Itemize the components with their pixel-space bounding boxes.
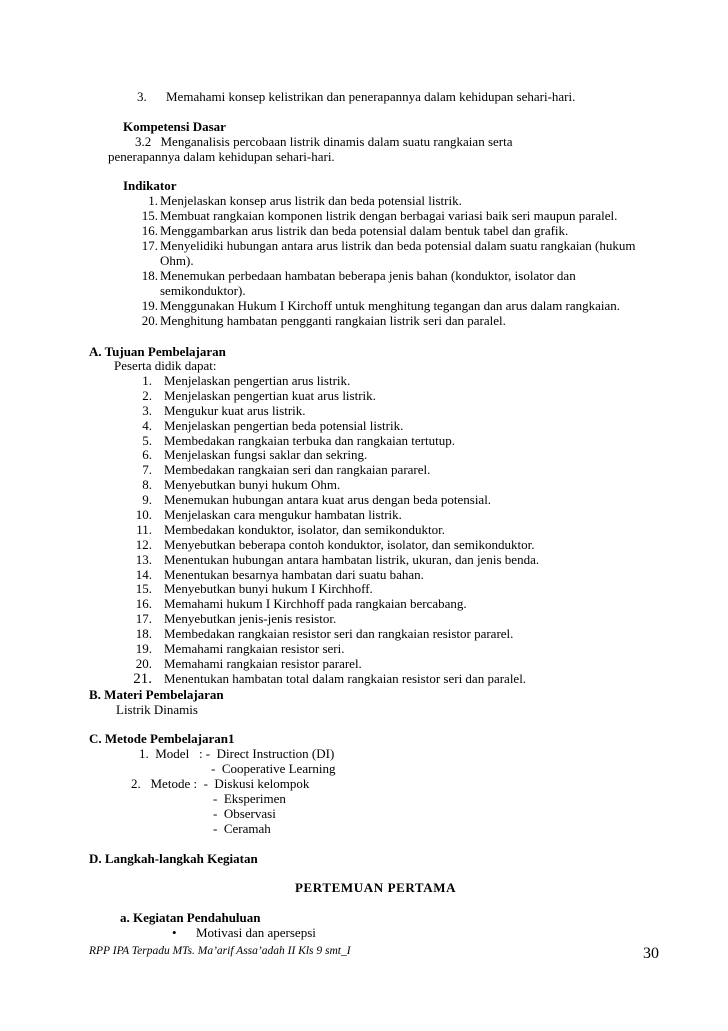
item-number: 19.	[141, 298, 158, 313]
item-text: Menghitung hambatan pengganti rangkaian listrik seri dan paralel.	[160, 313, 506, 328]
item-number: 19.	[135, 641, 152, 657]
tujuan-intro: Peserta didik dapat:	[114, 358, 217, 373]
item-text: Menjelaskan konsep arus listrik dan beda potensial listrik.	[160, 193, 462, 208]
objective-item-3	[137, 89, 575, 104]
tujuan-item	[130, 418, 539, 433]
tujuan-item	[130, 641, 539, 656]
tujuan-item	[130, 537, 539, 552]
langkah-heading: D. Langkah-langkah Kegiatan	[89, 851, 258, 866]
item-text: Menentukan hubungan antara hambatan listrik, ukuran, dan jenis benda.	[164, 551, 540, 567]
item-text: Menjelaskan pengertian arus listrik.	[164, 373, 351, 388]
indikator-heading: Indikator	[123, 178, 177, 193]
bullet-text: Motivasi dan apersepsi	[196, 925, 316, 940]
metode-heading: C. Metode Pembelajaran1	[89, 731, 235, 746]
indikator-item	[130, 208, 635, 223]
pertemuan-title: PERTEMUAN PERTAMA	[295, 880, 457, 895]
bullet-icon: •	[172, 925, 177, 940]
item-text: Menggunakan Hukum I Kirchoff untuk menghitung tegangan dan arus dalam rangkaian.	[160, 298, 621, 313]
tujuan-item	[130, 462, 539, 477]
item-text: Menggambarkan arus listrik dan beda potensial dalam bentuk tabel dan grafik.	[160, 223, 569, 238]
item-number: 18.	[141, 268, 158, 283]
item-number: 7.	[142, 462, 152, 478]
page-number: 30	[643, 945, 659, 962]
item-text: Menyelidiki hubungan antara arus listrik dan beda potensial dalam suatu rangkaian (hukum	[160, 238, 636, 253]
item-number: 5.	[142, 432, 152, 448]
item-text: Membedakan konduktor, isolator, dan semikonduktor.	[164, 521, 445, 537]
kompetensi-item	[135, 134, 512, 149]
item-text: Memahami rangkaian resistor pararel.	[164, 655, 362, 671]
metode-metode: 2. Metode : - Diskusi kelompok	[131, 776, 310, 791]
tujuan-item	[130, 581, 539, 596]
item-text: Menyebutkan jenis-jenis resistor.	[164, 611, 337, 627]
item-text: semikonduktor).	[160, 283, 246, 298]
item-text: Menyebutkan bunyi hukum Ohm.	[164, 477, 341, 493]
indikator-item-continuation	[130, 253, 635, 268]
item-number: 2.	[142, 387, 152, 403]
item-text: Menentukan besarnya hambatan dari suatu bahan.	[164, 566, 424, 582]
item-text: Memahami konsep kelistrikan dan penerapannya dalam kehidupan sehari-hari.	[166, 89, 576, 104]
item-number: 18.	[135, 626, 152, 642]
item-number: 12.	[135, 536, 152, 552]
indikator-item	[130, 193, 635, 208]
item-number: 6.	[142, 447, 152, 463]
tujuan-item	[130, 477, 539, 492]
item-number: 17.	[141, 238, 158, 253]
metode-extra-3: - Ceramah	[213, 821, 271, 836]
tujuan-item	[130, 611, 539, 626]
item-text: Menentukan hambatan total dalam rangkaian resistor seri dan paralel.	[164, 670, 527, 686]
tujuan-item	[130, 552, 539, 567]
materi-heading: B. Materi Pembelajaran	[89, 687, 224, 702]
item-number: 3.	[142, 402, 152, 418]
item-text: Menganalisis percobaan listrik dinamis dalam suatu rangkaian serta	[160, 134, 513, 149]
tujuan-item	[130, 492, 539, 507]
item-text: Menjelaskan fungsi saklar dan sekring.	[164, 447, 368, 463]
item-number: 17.	[135, 611, 152, 627]
kompetensi-continuation: penerapannya dalam kehidupan sehari-hari.	[108, 149, 335, 164]
item-number: 16.	[135, 596, 152, 612]
item-text: Membedakan rangkaian seri dan rangkaian pararel.	[164, 462, 431, 478]
tujuan-item	[130, 373, 539, 388]
bullet-item	[172, 925, 316, 940]
indikator-item	[130, 313, 635, 328]
metode-extra-2: - Observasi	[213, 806, 276, 821]
item-number: 15.	[135, 581, 152, 597]
item-text: Mengukur kuat arus listrik.	[164, 402, 306, 418]
tujuan-heading: A. Tujuan Pembelajaran	[89, 344, 226, 359]
item-number: 21.	[133, 670, 152, 687]
kompetensi-heading: Kompetensi Dasar	[123, 119, 226, 134]
metode-model-extra: - Cooperative Learning	[211, 761, 336, 776]
item-text: Membedakan rangkaian resistor seri dan rangkaian resistor pararel.	[164, 626, 514, 642]
item-text: Menyebutkan beberapa contoh konduktor, isolator, dan semikonduktor.	[164, 536, 535, 552]
tujuan-item	[130, 656, 539, 671]
footer-text: RPP IPA Terpadu MTs. Ma’arif Assa’adah II Kls 9 smt_I	[89, 945, 351, 957]
tujuan-item	[130, 507, 539, 522]
item-text: Membedakan rangkaian terbuka dan rangkaian tertutup.	[164, 432, 455, 448]
item-number: 4.	[142, 417, 152, 433]
item-text: Menjelaskan cara mengukur hambatan listrik.	[164, 507, 402, 523]
item-number: 3.	[137, 89, 147, 104]
item-number: 11.	[136, 521, 152, 537]
tujuan-item	[130, 522, 539, 537]
tujuan-item	[130, 596, 539, 611]
kegiatan-pendahuluan-heading: a. Kegiatan Pendahuluan	[120, 910, 261, 925]
item-text: Membuat rangkaian komponen listrik dengan berbagai variasi baik seri maupun paralel.	[160, 208, 618, 223]
item-text: Ohm).	[160, 253, 194, 268]
tujuan-item	[130, 447, 539, 462]
indikator-item	[130, 298, 635, 313]
tujuan-item	[130, 671, 539, 686]
tujuan-item	[130, 433, 539, 448]
indikator-list	[130, 193, 635, 328]
item-number: 9.	[142, 492, 152, 508]
item-number: 8.	[142, 477, 152, 493]
indikator-item-continuation	[130, 283, 635, 298]
metode-model: 1. Model : - Direct Instruction (DI)	[139, 746, 335, 761]
item-number: 3.2	[135, 134, 152, 149]
item-number: 1.	[148, 193, 158, 208]
item-text: Menjelaskan pengertian kuat arus listrik.	[164, 387, 376, 403]
tujuan-list	[130, 373, 539, 686]
item-text: Menyebutkan bunyi hukum I Kirchhoff.	[164, 581, 373, 597]
tujuan-item	[130, 388, 539, 403]
tujuan-item	[130, 626, 539, 641]
indikator-item	[130, 268, 635, 283]
metode-extra-1: - Eksperimen	[213, 791, 286, 806]
item-text: Menjelaskan pengertian beda potensial listrik.	[164, 417, 404, 433]
item-text: Memahami rangkaian resistor seri.	[164, 641, 345, 657]
tujuan-item	[130, 403, 539, 418]
item-number: 13.	[135, 551, 152, 567]
item-text: Memahami hukum I Kirchhoff pada rangkaian bercabang.	[164, 596, 467, 612]
item-text: Menemukan hubungan antara kuat arus dengan beda potensial.	[164, 492, 492, 508]
materi-text: Listrik Dinamis	[116, 702, 198, 717]
item-number: 14.	[135, 566, 152, 582]
tujuan-item	[130, 567, 539, 582]
indikator-item	[130, 238, 635, 253]
item-number: 15.	[141, 208, 158, 223]
item-number: 1.	[142, 373, 152, 388]
item-number: 20.	[141, 313, 158, 328]
item-number: 10.	[135, 507, 152, 523]
indikator-item	[130, 223, 635, 238]
item-number: 20.	[135, 655, 152, 671]
item-number: 16.	[141, 223, 158, 238]
item-text: Menemukan perbedaan hambatan beberapa jenis bahan (konduktor, isolator dan	[160, 268, 576, 283]
